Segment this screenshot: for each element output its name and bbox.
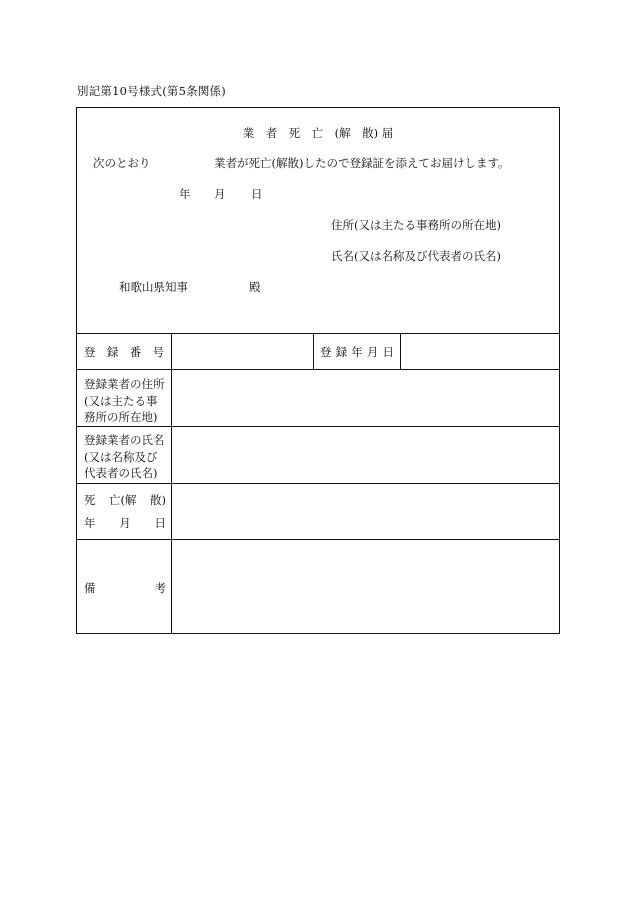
- row-divider: [77, 483, 559, 484]
- row-divider: [77, 426, 559, 427]
- row-divider: [77, 539, 559, 540]
- column-divider: [400, 333, 401, 369]
- row-divider: [77, 369, 559, 370]
- date-year-label: 年: [179, 187, 191, 201]
- dealer-address-label: 登録業者の住所 (又は主たる事 務所の所在地): [84, 377, 165, 424]
- death-dissolution-label: 死 亡(解 散) 年 月 日: [84, 493, 166, 530]
- remarks-label: 備 考: [84, 581, 166, 595]
- address-label: 住所(又は主たる事務所の所在地): [331, 218, 501, 232]
- addressee: 和歌山県知事: [119, 280, 188, 294]
- table-top-line: [77, 333, 559, 334]
- form-caption: 別記第10号様式(第5条関係): [77, 84, 226, 98]
- form-title: 業 者 死 亡 (解 散) 届: [242, 126, 394, 140]
- column-divider: [313, 333, 314, 369]
- dealer-name-label: 登録業者の氏名 (又は名称及び 代表者の氏名): [84, 433, 165, 480]
- date-month-label: 月: [214, 187, 226, 201]
- label-column-divider: [171, 333, 172, 634]
- honorific: 殿: [249, 280, 261, 294]
- date-day-label: 日: [251, 187, 263, 201]
- notification-form: [76, 107, 560, 634]
- reg-date-label: 登 録 年 月 日: [320, 345, 394, 359]
- intro-text-right: 業者が死亡(解散)したので登録証を添えてお届けします。: [214, 156, 510, 170]
- intro-text-left: 次のとおり: [93, 156, 151, 170]
- reg-number-label: 登 録 番 号: [84, 345, 164, 359]
- name-label: 氏名(又は名称及び代表者の氏名): [331, 249, 501, 263]
